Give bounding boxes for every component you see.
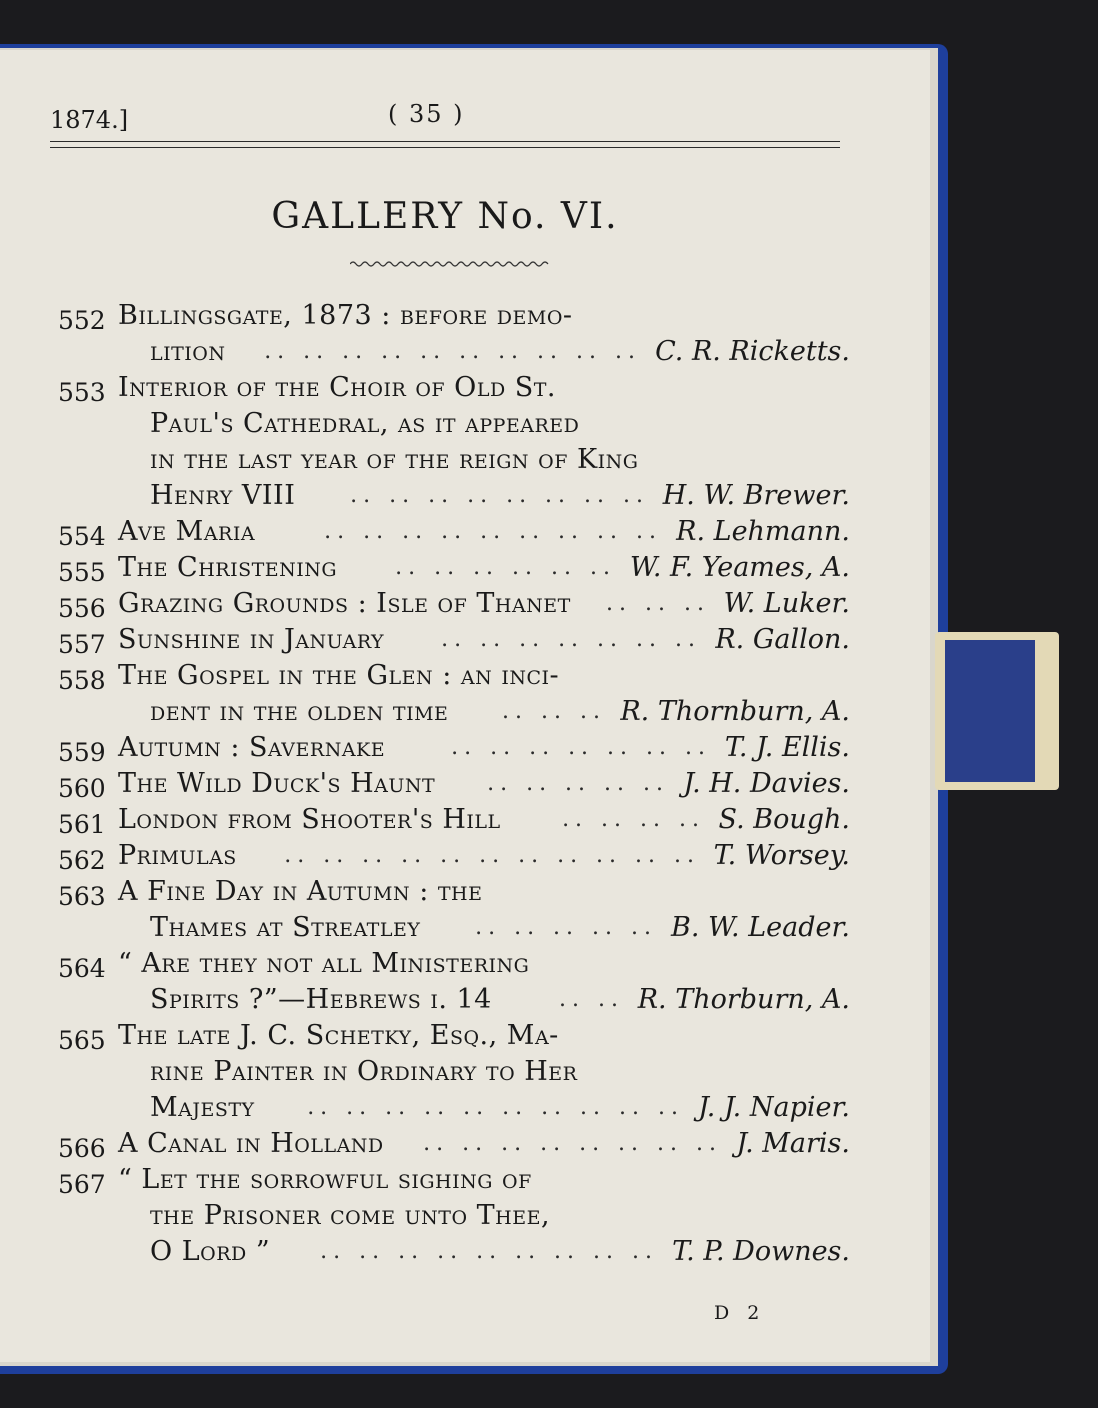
catalogue-title: O Lord ” [150,1236,271,1267]
catalogue-title: Interior of the Choir of Old St. [118,372,557,403]
bookmark-tab-cloth [945,640,1035,782]
catalogue-title: the Prisoner come unto Thee, [150,1200,551,1231]
catalogue-title: Autumn : Savernake [118,732,386,763]
leader-dots: .. .. .. .. .. .. .. .. .. [324,519,662,544]
catalogue-number: 565 [58,1026,106,1055]
catalogue-title: London from Shooter's Hill [118,804,501,835]
artist-name: B. W. Leader. [671,912,850,943]
artist-name: T. P. Downes. [672,1236,850,1267]
catalogue-line [50,442,850,478]
signature-mark: D 2 [714,1302,766,1324]
catalogue-number: 558 [58,666,106,695]
leader-dots: .. .. .. .. .. [487,771,669,796]
leader-dots: .. .. .. .. .. [475,915,657,940]
catalogue-title: Primulas [118,840,237,871]
catalogue-number: 552 [58,306,106,335]
catalogue-number: 567 [58,1170,106,1199]
catalogue-number: 559 [58,738,106,767]
catalogue-line [50,622,850,658]
catalogue-title: The Wild Duck's Haunt [118,768,436,799]
catalogue-line [50,406,850,442]
catalogue-title: Paul's Cathedral, as it appeared [150,408,580,439]
catalogue-number: 556 [58,594,106,623]
catalogue-title: The Gospel in the Glen : an inci- [118,660,560,691]
catalogue-title: Henry VIII [150,480,296,511]
catalogue-line [50,658,850,694]
catalogue-line [50,910,850,946]
catalogue-line [50,298,850,334]
catalogue-line [50,1054,850,1090]
leader-dots: .. .. .. .. .. .. .. .. [350,483,649,508]
catalogue-title: “ Are they not all Ministering [118,948,530,979]
catalogue-line [50,514,850,550]
catalogue-title: rine Painter in Ordinary to Her [150,1056,578,1087]
artist-name: J. H. Davies. [683,768,850,799]
leader-dots: .. .. .. .. .. .. .. .. .. .. .. [284,843,700,868]
catalogue-number: 562 [58,846,106,875]
catalogue-line [50,1162,850,1198]
catalogue-line [50,1234,850,1270]
catalogue-title: dent in the olden time [150,696,449,727]
running-head-year: 1874.] [50,106,129,134]
catalogue-title: Sunshine in January [118,624,385,655]
catalogue-title: A Canal in Holland [118,1128,384,1159]
running-head [50,100,840,140]
catalogue-number: 553 [58,378,106,407]
leader-dots: .. .. .. [502,699,606,724]
catalogue-line [50,694,850,730]
catalogue-line [50,586,850,622]
catalogue-number: 563 [58,882,106,911]
leader-dots: .. .. .. .. .. .. .. .. .. [320,1239,658,1264]
catalogue-title: Ave Maria [118,516,256,547]
leader-dots: .. .. .. .. [562,807,705,832]
catalogue-line [50,370,850,406]
header-rule-top [50,141,840,142]
catalogue-line [50,478,850,514]
leader-dots: .. .. [559,987,624,1012]
artist-name: W. F. Yeames, A. [629,552,850,583]
leader-dots: .. .. .. .. .. .. [395,555,616,580]
leader-dots: .. .. .. .. .. .. .. [451,735,711,760]
leader-dots: .. .. .. .. .. .. .. .. .. .. [264,339,641,364]
book-page [0,50,930,1362]
page-number: ( 35 ) [388,100,465,128]
catalogue-title: “ Let the sorrowful sighing of [118,1164,532,1195]
catalogue-line [50,1090,850,1126]
catalogue-title: A Fine Day in Autumn : the [118,876,483,907]
artist-name: R. Lehmann. [676,516,850,547]
catalogue-title: Thames at Streatley [150,912,421,943]
catalogue-number: 554 [58,522,106,551]
artist-name: T. J. Ellis. [724,732,850,763]
catalogue-title: Spirits ?”—Hebrews i. 14 [150,984,492,1015]
catalogue-line [50,334,850,370]
leader-dots: .. .. .. .. .. .. .. .. [423,1131,722,1156]
leader-dots: .. .. .. .. .. .. .. [441,627,701,652]
catalogue-line [50,550,850,586]
leader-dots: .. .. .. .. .. .. .. .. .. .. [307,1095,684,1120]
catalogue-line [50,1198,850,1234]
catalogue-line [50,1126,850,1162]
artist-name: R. Gallon. [715,624,850,655]
catalogue-title: Majesty [150,1092,255,1123]
artist-name: C. R. Ricketts. [655,336,850,367]
header-rule-bottom [50,147,840,148]
catalogue-title: Grazing Grounds : Isle of Thanet [118,588,571,619]
artist-name: J. J. Napier. [698,1092,850,1123]
catalogue-number: 561 [58,810,106,839]
catalogue-line [50,874,850,910]
catalogue-number: 560 [58,774,106,803]
artist-name: R. Thorburn, A. [637,984,850,1015]
catalogue-title: The late J. C. Schetky, Esq., Ma- [118,1020,559,1051]
catalogue-title: The Christening [118,552,338,583]
catalogue-title: in the last year of the reign of King [150,444,639,475]
catalogue-line [50,766,850,802]
artist-name: W. Luker. [723,588,850,619]
gallery-title: GALLERY No. VI. [271,196,619,237]
catalogue-list [50,298,850,1270]
catalogue-line [50,946,850,982]
catalogue-title: lition [150,336,226,367]
wavy-ornament [350,258,550,270]
artist-name: T. Worsey. [713,840,850,871]
catalogue-number: 566 [58,1134,106,1163]
catalogue-line [50,1018,850,1054]
catalogue-line [50,982,850,1018]
artist-name: J. Maris. [736,1128,850,1159]
catalogue-number: 557 [58,630,106,659]
artist-name: R. Thornburn, A. [620,696,850,727]
catalogue-line [50,730,850,766]
artist-name: H. W. Brewer. [662,480,850,511]
catalogue-number: 555 [58,558,106,587]
catalogue-line [50,802,850,838]
artist-name: S. Bough. [718,804,850,835]
leader-dots: .. .. .. [606,591,710,616]
catalogue-line [50,838,850,874]
catalogue-number: 564 [58,954,106,983]
catalogue-title: Billingsgate, 1873 : before demo- [118,300,573,331]
